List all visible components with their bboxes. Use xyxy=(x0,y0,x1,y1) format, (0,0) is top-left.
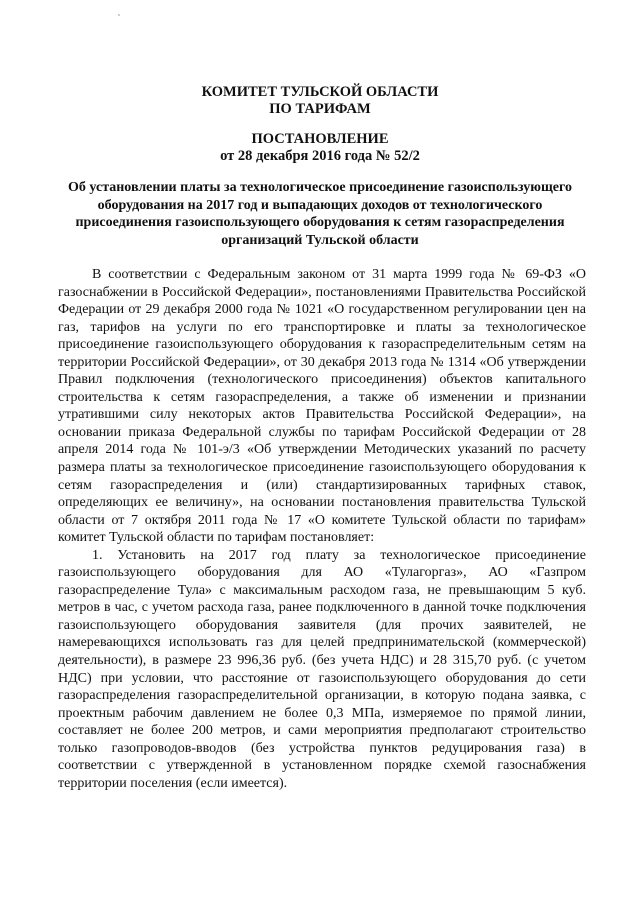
document-date-number: от 28 декабря 2016 года № 52/2 xyxy=(220,148,420,164)
authority-line-1: КОМИТЕТ ТУЛЬСКОЙ ОБЛАСТИ xyxy=(201,84,439,100)
document-body xyxy=(58,266,586,792)
preamble-paragraph: В соответствии с Федеральным законом от 31 марта 1999 года № 69-ФЗ «О газоснабжении в Российской Федерации», постановлениями Правительства Российской Федерации от 29 декабря 2000 года № 1021 «О государственном регулировании цен на газ, тарифов на услуги по его транспортировке и платы за технологическое присоединение газоиспользующего оборудования к газораспределительным сетям на территории Российской Федерации», от 30 декабря 2013 года № 1314 «Об утверждении Правил подключения (технологического присоединения) объектов капитального строительства к сетям газораспределения, а также об изменении и признании утратившими силу некоторых актов Правительства Российской Федерации», на основании приказа Федеральной службы по тарифам Российской Федерации от 28 апреля 2014 года № 101-э/3 «Об утверждении Методических указаний по расчету размера платы за технологическое присоединение газоиспользующего оборудования к сетям газораспределения и (или) стандартизированных тарифных ставок, определяющих ее величину», на основании постановления правительства Тульской области от 7 октября 2011 года № 17 «О комитете Тульской области по тарифам» комитет Тульской области по тарифам постановляет: xyxy=(58,267,586,546)
issuing-authority xyxy=(0,84,640,118)
document-type: ПОСТАНОВЛЕНИЕ xyxy=(251,131,389,147)
document-title xyxy=(0,131,640,165)
item-1-paragraph: 1. Установить на 2017 год плату за технологическое присоединение газоиспользующего оборудования для АО «Тулагоргаз», АО «Газпром газораспределение Тула» с максимальным расходом газа, не превышающим 5 куб. метров в час, с учетом расхода газа, ранее подключенного в данной точке подключения газоиспользующего оборудования заявителя (для прочих заявителей, не намеревающихся использовать газ для целей предпринимательской (коммерческой) деятельности), в размере 23 996,36 руб. (без учета НДС) и 28 315,70 руб. (с учетом НДС) при условии, что расстояние от газоиспользующего оборудования до сети газораспределения газораспределительной организации, в которую подана заявка, с проектным рабочим давлением не более 0,3 МПа, измеряемое по прямой линии, составляет не более 200 метров, и сами мероприятия предполагают строительство только газопроводов-вводов (без устройства пунктов редуцирования газа) в соответствии с утвержденной в установленном порядке схемой газоснабжения территории поселения (если имеется). xyxy=(58,547,586,791)
subject-line-3: присоединения газоиспользующего оборудования к сетям газораспределения xyxy=(75,215,565,231)
subject-line-2: оборудования на 2017 год и выпадающих доходов от технологического xyxy=(97,197,543,213)
scan-speck xyxy=(118,14,120,16)
subject-line-4: организаций Тульской области xyxy=(221,232,419,248)
authority-line-2: ПО ТАРИФАМ xyxy=(269,101,371,117)
subject-line-1: Об установлении платы за технологическое присоединение газоиспользующего xyxy=(68,180,572,195)
document-subject xyxy=(55,179,585,249)
